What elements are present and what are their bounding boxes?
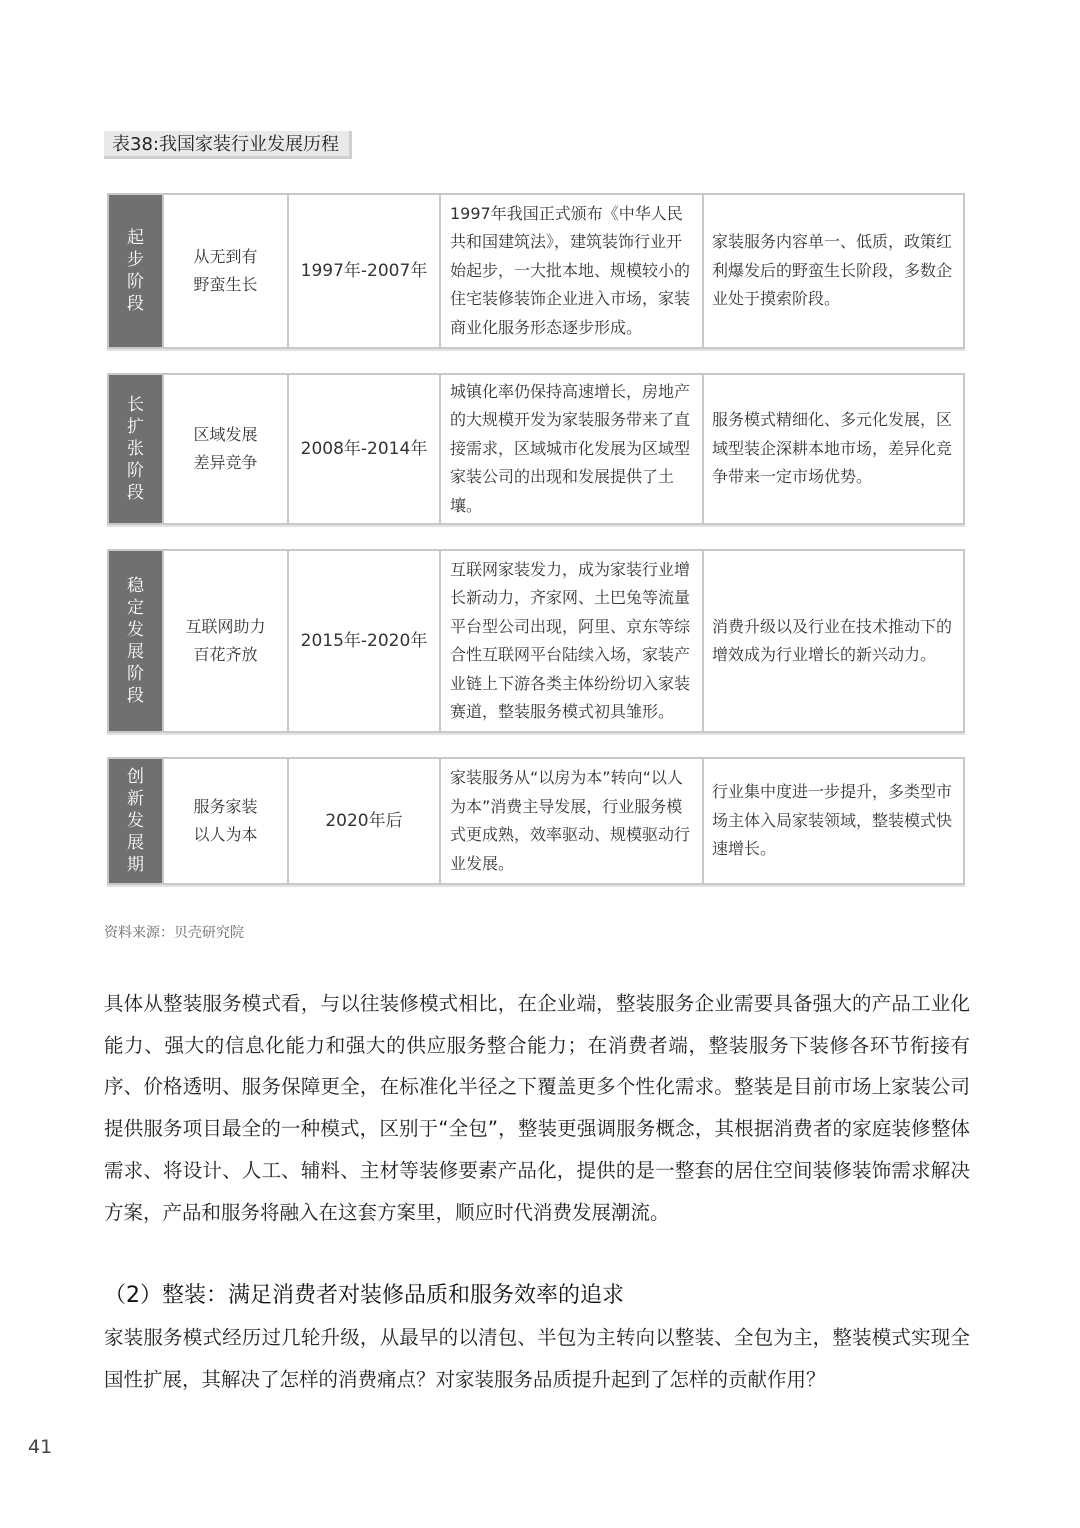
phase-years: 1997年-2007年 bbox=[287, 195, 439, 347]
table-row bbox=[107, 193, 965, 349]
phase-description: 家装服务从“以房为本”转向“以人为本”消费主导发展，行业服务模式更成熟，效率驱动、规模驱动行业发展。 bbox=[439, 759, 702, 883]
body-paragraph: 具体从整装服务模式看，与以往装修模式相比，在企业端，整装服务企业需要具备强大的产品工业化能力、强大的信息化能力和强大的供应服务整合能力；在消费者端，整装服务下装修各环节衔接有序、价格透明、服务保障更全，在标准化半径之下覆盖更多个性化需求。整装是目前市场上家装公司提供服务项目最全的一种模式，区别于“全包”，整装更强调服务概念，其根据消费者的家庭装修整体需求、将设计、人工、辅料、主材等装修要素产品化，提供的是一整套的居住空间装修装饰需求解决方案，产品和服务将融入在这套方案里，顺应时代消费发展潮流。 bbox=[104, 992, 970, 1224]
source-note: 资料来源：贝壳研究院 bbox=[104, 925, 244, 941]
table-caption: 表38:我国家装行业发展历程 bbox=[104, 131, 352, 159]
table-row bbox=[107, 757, 965, 885]
phase-features: 行业集中度进一步提升，多类型市场主体入局家装领域，整装模式快速增长。 bbox=[702, 759, 963, 883]
phase-years: 2008年-2014年 bbox=[287, 375, 439, 523]
table-row bbox=[107, 373, 965, 525]
phase-name: 服务家装 以人为本 bbox=[162, 759, 287, 883]
phase-name: 互联网助力 百花齐放 bbox=[162, 551, 287, 731]
phase-name: 区域发展 差异竞争 bbox=[162, 375, 287, 523]
section-heading: （2）整装：满足消费者对装修品质和服务效率的追求 bbox=[104, 1283, 624, 1308]
phase-features: 家装服务内容单一、低质，政策红利爆发后的野蛮生长阶段，多数企业处于摸索阶段。 bbox=[702, 195, 963, 347]
phase-description: 互联网家装发力，成为家装行业增长新动力，齐家网、土巴兔等流量平台型公司出现，阿里、京东等综合性互联网平台陆续入场，家装产业链上下游各类主体纷纷切入家装赛道，整装服务模式初具雏形。 bbox=[439, 551, 702, 731]
body-paragraph: 家装服务模式经历过几轮升级，从最早的以清包、半包为主转向以整装、全包为主，整装模式实现全国性扩展，其解决了怎样的消费痛点？对家装服务品质提升起到了怎样的贡献作用？ bbox=[104, 1326, 970, 1391]
phase-features: 服务模式精细化、多元化发展，区域型装企深耕本地市场，差异化竞争带来一定市场优势。 bbox=[702, 375, 963, 523]
page-number: 41 bbox=[28, 1436, 53, 1458]
phase-years: 2015年-2020年 bbox=[287, 551, 439, 731]
phase-description: 1997年我国正式颁布《中华人民共和国建筑法》，建筑装饰行业开始起步，一大批本地、规模较小的住宅装修装饰企业进入市场，家装商业化服务形态逐步形成。 bbox=[439, 195, 702, 347]
stage-label: 稳定发展阶段 bbox=[109, 551, 162, 731]
phase-description: 城镇化率仍保持高速增长，房地产的大规模开发为家装服务带来了直接需求，区域城市化发展为区域型家装公司的出现和发展提供了土壤。 bbox=[439, 375, 702, 523]
phase-years: 2020年后 bbox=[287, 759, 439, 883]
stage-label: 创新发展期 bbox=[109, 759, 162, 883]
stage-label: 起步阶段 bbox=[109, 195, 162, 347]
table-row bbox=[107, 549, 965, 733]
phase-name: 从无到有 野蛮生长 bbox=[162, 195, 287, 347]
stage-label: 长扩张阶段 bbox=[109, 375, 162, 523]
phase-features: 消费升级以及行业在技术推动下的增效成为行业增长的新兴动力。 bbox=[702, 551, 963, 731]
